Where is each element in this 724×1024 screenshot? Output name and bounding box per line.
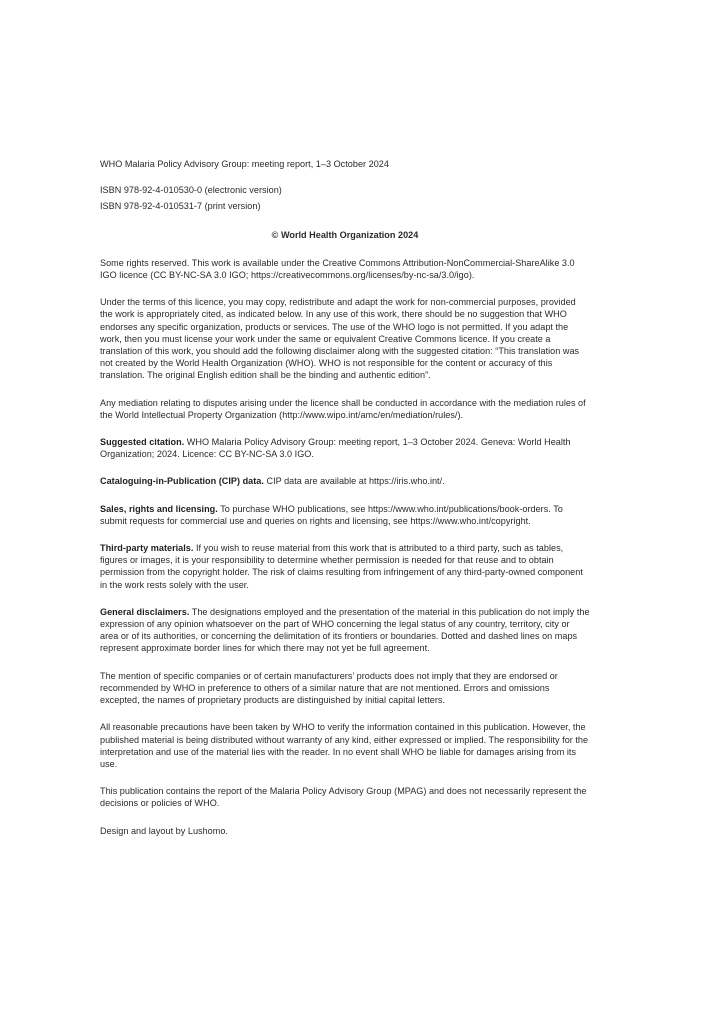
mpag-paragraph: This publication contains the report of the Malaria Policy Advisory Group (MPAG) and does not necessarily represent the decisions or policies of WHO. (100, 786, 587, 809)
sales-paragraph (100, 503, 590, 527)
rights-paragraph: Some rights reserved. This work is available under the Creative Commons Attribution-NonCommercial-ShareAlike 3.0 IGO licence (CC BY-NC-SA 3.0 IGO; https://creativecommons.org/licenses/by-nc-sa/3.0/igo). (100, 257, 575, 281)
licence-terms-paragraph: Under the terms of this licence, you may copy, redistribute and adapt the work for non-commercial purposes, provided the work is appropriately cited, as indicated below. In any use of this work, there should be no suggestion that WHO endorses any specific organization, products or services. The use of the WHO logo is not permitted. If you adapt the work, then you must license your work under the same or equivalent Creative Commons licence. If you create a translation of this work, you should add the following disclaimer along with the suggested citation: “This translation was not created by the World Health Organization (WHO). WHO is not responsible for the content or accuracy of this translation. The original English edition shall be the binding and authentic edition”. (100, 297, 580, 381)
copyright-notice: © World Health Organization 2024 (271, 229, 419, 240)
suggested-citation-paragraph (100, 436, 590, 460)
cip-label: Cataloguing-in-Publication (CIP) data. (100, 476, 264, 487)
suggested-citation-label: Suggested citation. (100, 437, 185, 448)
isbn-electronic: ISBN 978-92-4-010530-0 (electronic version) (100, 185, 282, 196)
third-party-paragraph (100, 542, 590, 591)
general-disclaimers-label: General disclaimers. (100, 606, 190, 617)
design-credit: Design and layout by Lushomo. (100, 825, 228, 836)
cip-paragraph (100, 475, 590, 487)
mediation-paragraph: Any mediation relating to disputes arising under the licence shall be conducted in accordance with the mediation rules of the World Intellectual Property Organization (http://www.wipo.int/amc/en/mediation/rules/). (100, 397, 586, 420)
publication-title: WHO Malaria Policy Advisory Group: meeting report, 1–3 October 2024 (100, 159, 389, 169)
sales-text: To purchase WHO publications, see https://www.who.int/publications/book-orders. To submit requests for commercial use and queries on rights and licensing, see https://www.who.int/copyright. (100, 503, 563, 526)
general-disclaimers-paragraph (100, 606, 590, 655)
third-party-text: If you wish to reuse material from this work that is attributed to a third party, such as tables, figures or images, it is your responsibility to determine whether permission is needed for that reuse and to obtain permission from the copyright holder. The risk of claims resulting from infringement of any third-party-owned component in the work rests solely with the user. (100, 543, 583, 590)
companies-paragraph: The mention of specific companies or of certain manufacturers’ products does not imply that they are endorsed or recommended by WHO in preference to others of a similar nature that are not mentioned. Errors and omissions excepted, the names of proprietary products are distinguished by initial capital letters. (100, 670, 558, 706)
general-disclaimers-text: The designations employed and the presentation of the material in this publication do not imply the expression of any opinion whatsoever on the part of WHO concerning the legal status of any country, territory, city or area or of its authorities, or concerning the delimitation of its frontiers or boundaries. Dotted and dashed lines on maps represent approximate border lines for which there may not yet be full agreement. (100, 606, 590, 654)
copyright-page (100, 158, 590, 852)
suggested-citation-text: WHO Malaria Policy Advisory Group: meeting report, 1–3 October 2024. Geneva: World Health Organization; 2024. Licence: CC BY-NC-SA 3.0 IGO. (100, 437, 571, 460)
precautions-paragraph: All reasonable precautions have been taken by WHO to verify the information contained in this publication. However, the published material is being distributed without warranty of any kind, either expressed or implied. The responsibility for the interpretation and use of the material lies with the reader. In no event shall WHO be liable for damages arising from its use. (100, 722, 589, 769)
isbn-print: ISBN 978-92-4-010531-7 (print version) (100, 201, 261, 212)
cip-text: CIP data are available at https://iris.who.int/. (263, 476, 445, 487)
third-party-label: Third-party materials. (100, 543, 194, 554)
sales-label: Sales, rights and licensing. (100, 503, 218, 514)
isbn-block (100, 184, 590, 212)
